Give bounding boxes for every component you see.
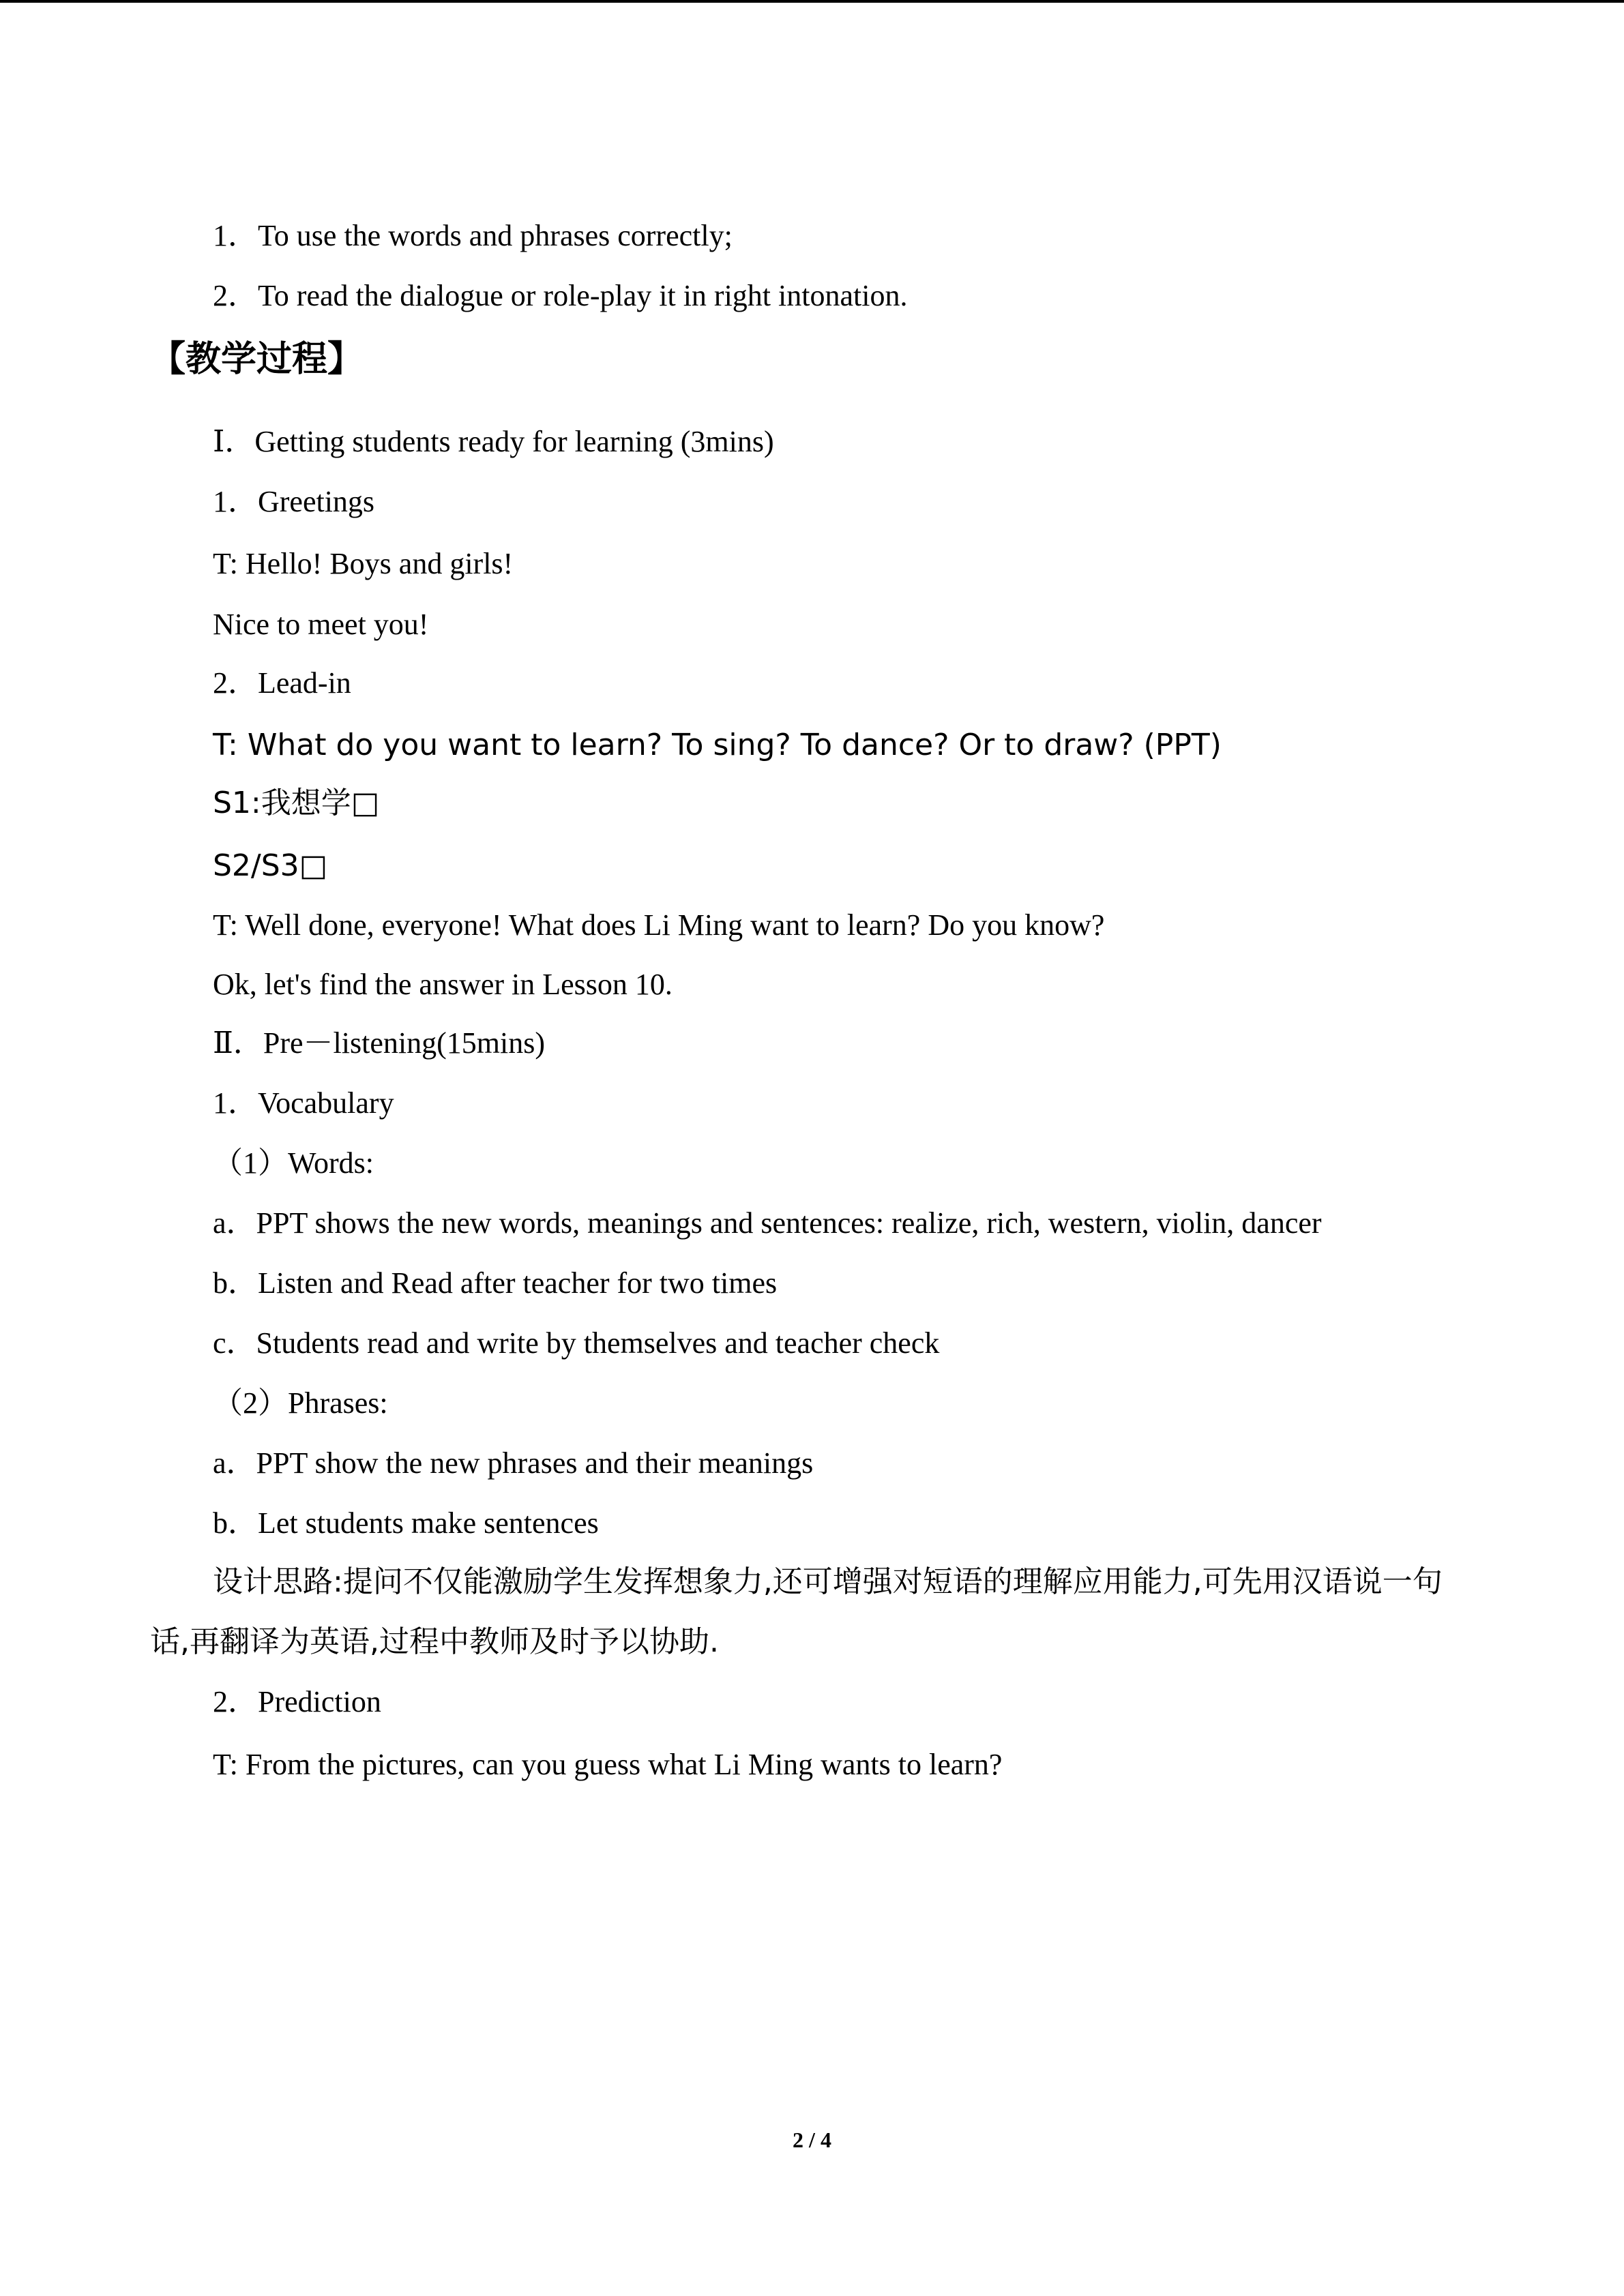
process-line: S1:我想学□ [213, 786, 380, 820]
process-line: b．Let students make sentences [213, 1506, 599, 1540]
process-line: T: Hello! Boys and girls! [213, 547, 514, 580]
process-line: 2．Lead-in [213, 666, 351, 700]
process-line: a．PPT shows the new words, meanings and sentences: realize, rich, western, violin, dancer [213, 1206, 1322, 1240]
objective-1: 1．To use the words and phrases correctly; [213, 219, 733, 252]
top-border [0, 0, 1624, 3]
section-heading: 【教学过程】 [150, 339, 364, 380]
prediction-question: T: From the pictures, can you guess what Li Ming wants to learn? [213, 1748, 1003, 1781]
process-line: Nice to meet you! [213, 608, 429, 641]
process-line: 1．Vocabulary [213, 1086, 394, 1120]
process-line: b．Listen and Read after teacher for two times [213, 1266, 778, 1300]
process-line: （1）Words: [213, 1146, 374, 1180]
process-line: Ⅱ．Pre－listening(15mins) [213, 1026, 545, 1060]
process-line: a．PPT show the new phrases and their meanings [213, 1446, 814, 1480]
process-line: c．Students read and write by themselves and teacher check [213, 1326, 940, 1360]
process-line: T: What do you want to learn? To sing? To dance? Or to draw? (PPT) [213, 728, 1222, 762]
process-line: Ⅰ．Getting students ready for learning (3mins) [213, 425, 774, 458]
process-line: 1．Greetings [213, 485, 375, 518]
page-number: 2 / 4 [793, 2128, 831, 2152]
process-line: T: Well done, everyone! What does Li Ming want to learn? Do you know? [213, 908, 1105, 942]
process-line: S2/S3□ [213, 848, 328, 883]
objective-2: 2．To read the dialogue or role-play it in right intonation. [213, 279, 908, 312]
design-note: 设计思路:提问不仅能激励学生发挥想象力,还可增强对短语的理解应用能力,可先用汉语说一句话,再翻译为英语,过程中教师及时予以协助. [150, 1564, 1443, 1659]
prediction-heading: 2．Prediction [213, 1685, 381, 1718]
process-line: （2）Phrases: [213, 1386, 388, 1420]
process-line: Ok, let's find the answer in Lesson 10. [213, 968, 673, 1001]
